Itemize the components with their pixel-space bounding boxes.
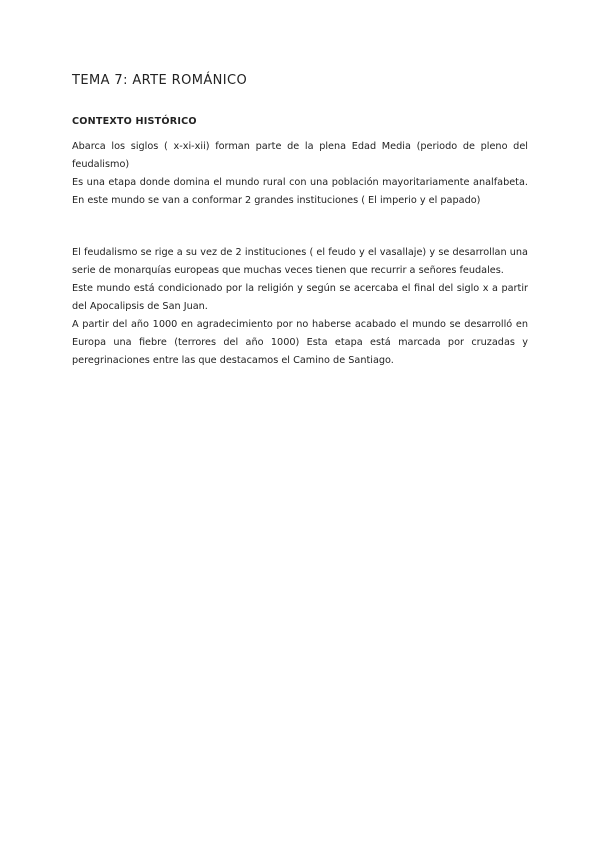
document-title: TEMA 7: ARTE ROMÁNICO: [72, 73, 248, 88]
section-heading: CONTEXTO HISTÓRICO: [72, 116, 197, 127]
paragraph-1: Abarca los siglos ( x-xi-xii) forman parte de la plena Edad Media (periodo de pleno del feudalismo) Es una etapa donde domina el mundo rural con una población mayoritariamente analfabeta. En este mundo se van a conformar 2 grandes instituciones ( El imperio y el papado): [72, 141, 528, 206]
paragraph-2: El feudalismo se rige a su vez de 2 instituciones ( el feudo y el vasallaje) y se desarrollan una serie de monarquías europeas que muchas veces tienen que recurrir a señores feudales. Este mundo está condicionado por la religión y según se acercaba el final del siglo x a partir del Apocalipsis de San Juan. A partir del año 1000 en agradecimiento por no haberse acabado el mundo se desarrolló en Europa una fiebre (terrores del año 1000) Esta etapa está marcada por cruzadas y peregrinaciones entre las que destacamos el Camino de Santiago.: [72, 247, 528, 366]
